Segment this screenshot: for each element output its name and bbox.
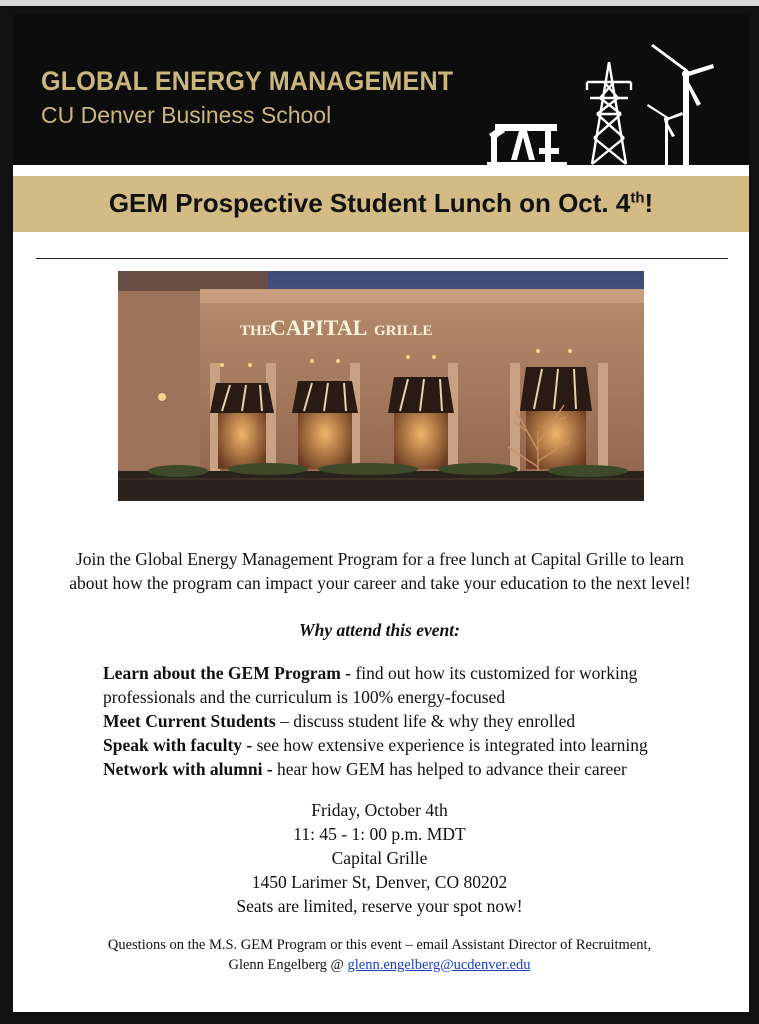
- contact-line: Glenn Engelberg @ glenn.engelberg@ucdenver.edu: [228, 957, 531, 973]
- event-venue: Capital Grille: [331, 848, 428, 868]
- restaurant-photo: [118, 271, 644, 501]
- benefit-item: Meet Current Students – discuss student life & why they enrolled: [103, 711, 576, 731]
- contact-line: Questions on the M.S. GEM Program or this event – email Assistant Director of Recruitment,: [107, 937, 652, 953]
- restaurant-sign-pre: THE: [240, 323, 272, 339]
- flyer-header: [13, 14, 749, 165]
- benefit-item-continuation: professionals and the curriculum is 100% energy-focused: [103, 687, 506, 707]
- event-details: [0, 798, 759, 918]
- energy-industry-silhouette-icon: [487, 42, 717, 165]
- top-strip: [0, 0, 759, 6]
- benefit-item: Network with alumni - hear how GEM has helped to advance their career: [103, 759, 627, 779]
- benefit-item: Speak with faculty - see how extensive experience is integrated into learning: [103, 735, 648, 755]
- intro-line: Join the Global Energy Management Program for a free lunch at Capital Grille to learn: [75, 549, 685, 569]
- intro-line: about how the program can impact your career and take your education to the next level!: [69, 573, 691, 593]
- benefits-list: [103, 661, 743, 781]
- event-date: Friday, October 4th: [311, 800, 448, 820]
- event-title: GEM Prospective Student Lunch on Oct. 4th!: [108, 188, 654, 218]
- restaurant-sign-post: GRILLE: [374, 323, 433, 339]
- email-link[interactable]: glenn.engelberg@ucdenver.edu: [347, 957, 531, 973]
- benefit-item: Learn about the GEM Program - find out how its customized for working: [103, 663, 638, 683]
- divider-line: [36, 258, 728, 259]
- why-attend-heading: Why attend this event:: [299, 620, 460, 640]
- contact-info: [0, 935, 759, 975]
- intro-paragraph: [20, 547, 740, 595]
- school-name: CU Denver Business School: [41, 102, 332, 128]
- event-address: 1450 Larimer St, Denver, CO 80202: [251, 872, 508, 892]
- program-title: GLOBAL ENERGY MANAGEMENT: [41, 66, 454, 96]
- event-note: Seats are limited, reserve your spot now!: [236, 896, 523, 916]
- event-time: 11: 45 - 1: 00 p.m. MDT: [293, 824, 466, 844]
- restaurant-sign-main: CAPITAL: [270, 315, 368, 340]
- event-banner: [13, 176, 749, 232]
